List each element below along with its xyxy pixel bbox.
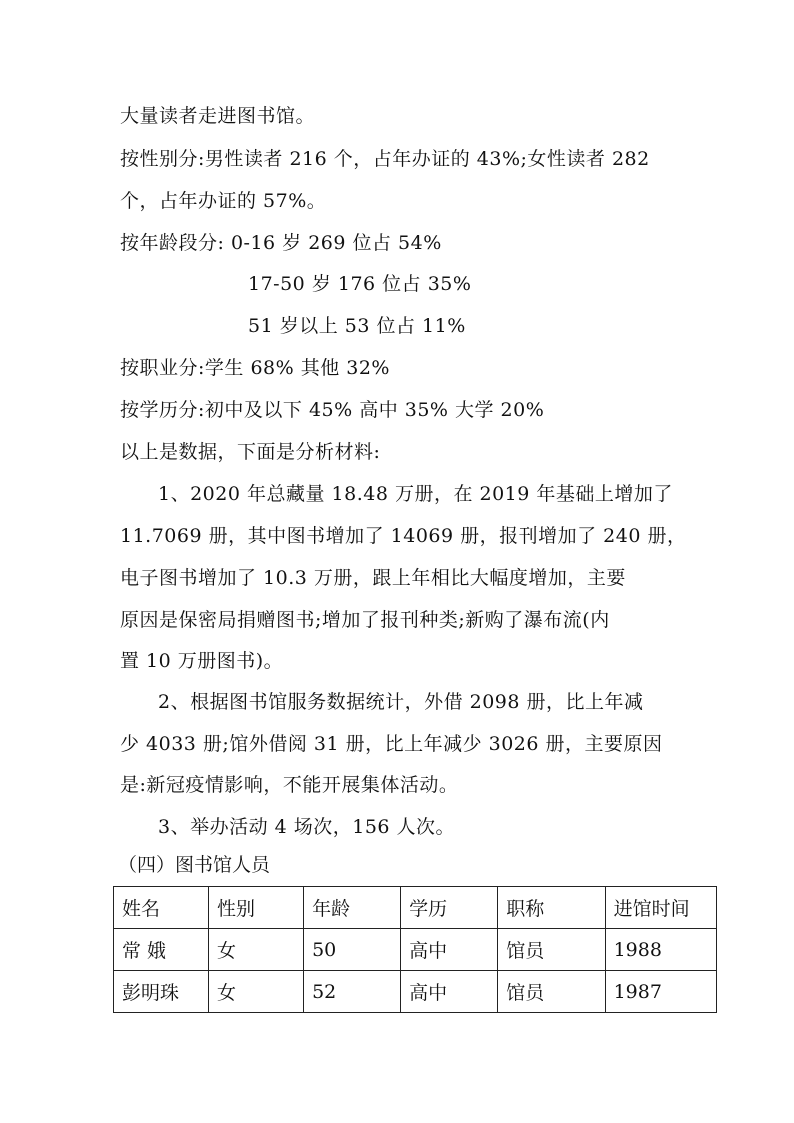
text-line: 少 4033 册;馆外借阅 31 册，比上年减少 3026 册，主要原因	[120, 733, 663, 755]
text-line: 按性别分:男性读者 216 个，占年办证的 43%;女性读者 282	[120, 148, 650, 170]
text-line: 3、举办活动 4 场次，156 人次。	[158, 816, 456, 838]
text-line: 按职业分:学生 68% 其他 32%	[120, 357, 390, 379]
table-header-cell: 学历	[401, 887, 498, 929]
text-line: 个，占年办证的 57%。	[120, 190, 327, 212]
table-row	[114, 929, 717, 971]
table-cell: 女	[209, 929, 304, 971]
section-title: （四）图书馆人员	[118, 854, 271, 876]
table-header-cell: 年龄	[304, 887, 401, 929]
text-line: 按学历分:初中及以下 45% 高中 35% 大学 20%	[120, 399, 545, 421]
table-cell: 高中	[401, 971, 498, 1013]
text-line: 1、2020 年总藏量 18.48 万册，在 2019 年基础上增加了	[158, 483, 673, 505]
text-line: 置 10 万册图书)。	[120, 650, 284, 672]
text-line: 以上是数据，下面是分析材料:	[120, 441, 381, 463]
table-cell: 彭明珠	[114, 971, 209, 1013]
table-header-cell: 职称	[498, 887, 605, 929]
table-cell: 50	[304, 929, 401, 971]
table-header-cell: 姓名	[114, 887, 209, 929]
table-header-cell: 性别	[209, 887, 304, 929]
table-cell: 馆员	[498, 971, 605, 1013]
text-line: 2、根据图书馆服务数据统计，外借 2098 册，比上年减	[158, 691, 644, 713]
text-line: 是:新冠疫情影响，不能开展集体活动。	[120, 774, 459, 796]
table-cell: 1988	[605, 929, 716, 971]
text-line: 17-50 岁 176 位占 35%	[248, 273, 472, 295]
table-cell: 女	[209, 971, 304, 1013]
table-cell: 高中	[401, 929, 498, 971]
table-header-cell: 进馆时间	[605, 887, 716, 929]
text-line: 大量读者走进图书馆。	[120, 105, 316, 127]
table-cell: 馆员	[498, 929, 605, 971]
table-cell: 1987	[605, 971, 716, 1013]
table-header-row	[114, 887, 717, 929]
text-line: 51 岁以上 53 位占 11%	[248, 315, 466, 337]
table-cell: 52	[304, 971, 401, 1013]
text-line: 电子图书增加了 10.3 万册，跟上年相比大幅度增加，主要	[120, 567, 626, 589]
table-cell: 常 娥	[114, 929, 209, 971]
text-line: 原因是保密局捐赠图书;增加了报刊种类;新购了瀑布流(内	[120, 609, 610, 631]
text-line: 11.7069 册，其中图书增加了 14069 册，报刊增加了 240 册，	[120, 525, 687, 547]
staff-table	[113, 886, 717, 1013]
table-row	[114, 971, 717, 1013]
text-line: 按年龄段分: 0-16 岁 269 位占 54%	[120, 232, 442, 254]
